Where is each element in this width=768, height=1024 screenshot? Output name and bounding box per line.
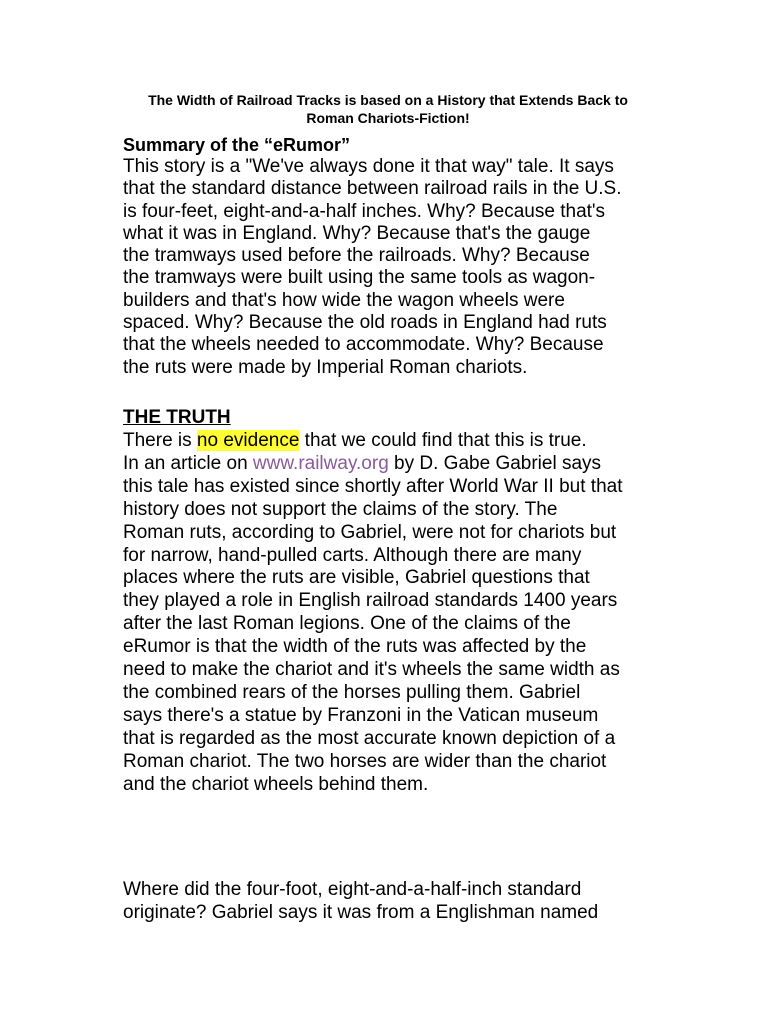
truth-line: Roman chariot. The two horses are wider than the chariot — [123, 750, 607, 772]
summary-heading: Summary of the “eRumor” — [123, 135, 351, 155]
truth-paragraph — [123, 430, 703, 797]
summary-line: spaced. Why? Because the old roads in England had ruts — [123, 312, 607, 334]
truth-line: need to make the chariot and it's wheels the same width as — [123, 659, 620, 681]
truth-line — [123, 453, 703, 476]
truth-text: There is — [123, 430, 197, 451]
document-title-line-1: The Width of Railroad Tracks is based on a History that Extends Back to — [148, 92, 628, 108]
summary-line: that the standard distance between railroad rails in the U.S. — [123, 178, 622, 200]
truth-line: for narrow, hand-pulled carts. Although there are many — [123, 544, 582, 566]
truth-text: by D. Gabe Gabriel says — [388, 452, 602, 474]
truth-line: Roman ruts, according to Gabriel, were not for chariots but — [123, 521, 617, 543]
truth-line: that is regarded as the most accurate known depiction of a — [123, 727, 616, 749]
truth-line: the combined rears of the horses pulling them. Gabriel — [123, 681, 581, 703]
summary-line: the tramways were built using the same tools as wagon- — [123, 267, 596, 289]
truth-text: that we could find that this is true. — [299, 430, 587, 451]
truth-line — [123, 430, 703, 453]
summary-line: the tramways used before the railroads. Why? Because — [123, 245, 590, 267]
truth-line: history does not support the claims of the story. The — [123, 498, 558, 520]
summary-line: is four-feet, eight-and-a-half inches. Why? Because that's — [123, 200, 606, 222]
summary-paragraph — [123, 156, 703, 379]
truth-line: this tale has existed since shortly after World War II but that — [123, 475, 623, 497]
truth-line: eRumor is that the width of the ruts was affected by the — [123, 636, 587, 658]
closing-paragraph — [123, 879, 703, 924]
truth-text: In an article on — [123, 452, 253, 474]
summary-line: builders and that's how wide the wagon wheels were — [123, 289, 565, 311]
summary-line: the ruts were made by Imperial Roman chariots. — [123, 356, 528, 378]
truth-line: and the chariot wheels behind them. — [123, 773, 429, 795]
summary-line: that the wheels needed to accommodate. Why? Because — [123, 334, 604, 356]
truth-line: they played a role in English railroad standards 1400 years — [123, 590, 618, 612]
truth-heading: THE TRUTH — [123, 407, 231, 428]
document-title-line-2: Roman Chariots-Fiction! — [306, 110, 470, 126]
summary-line: This story is a "We've always done it that way" tale. It says — [123, 156, 614, 177]
closing-line: originate? Gabriel says it was from a Englishman named — [123, 901, 599, 923]
railway-link[interactable]: www.railway.org — [252, 452, 389, 474]
closing-line: Where did the four-foot, eight-and-a-half-inch standard — [123, 879, 582, 900]
summary-line: what it was in England. Why? Because that's the gauge — [123, 222, 591, 244]
highlighted-phrase: no evidence — [196, 430, 300, 451]
truth-line: says there's a statue by Franzoni in the Vatican museum — [123, 704, 599, 726]
truth-line: after the last Roman legions. One of the claims of the — [123, 613, 571, 635]
document-title — [80, 91, 696, 127]
truth-line: places where the ruts are visible, Gabriel questions that — [123, 567, 590, 589]
